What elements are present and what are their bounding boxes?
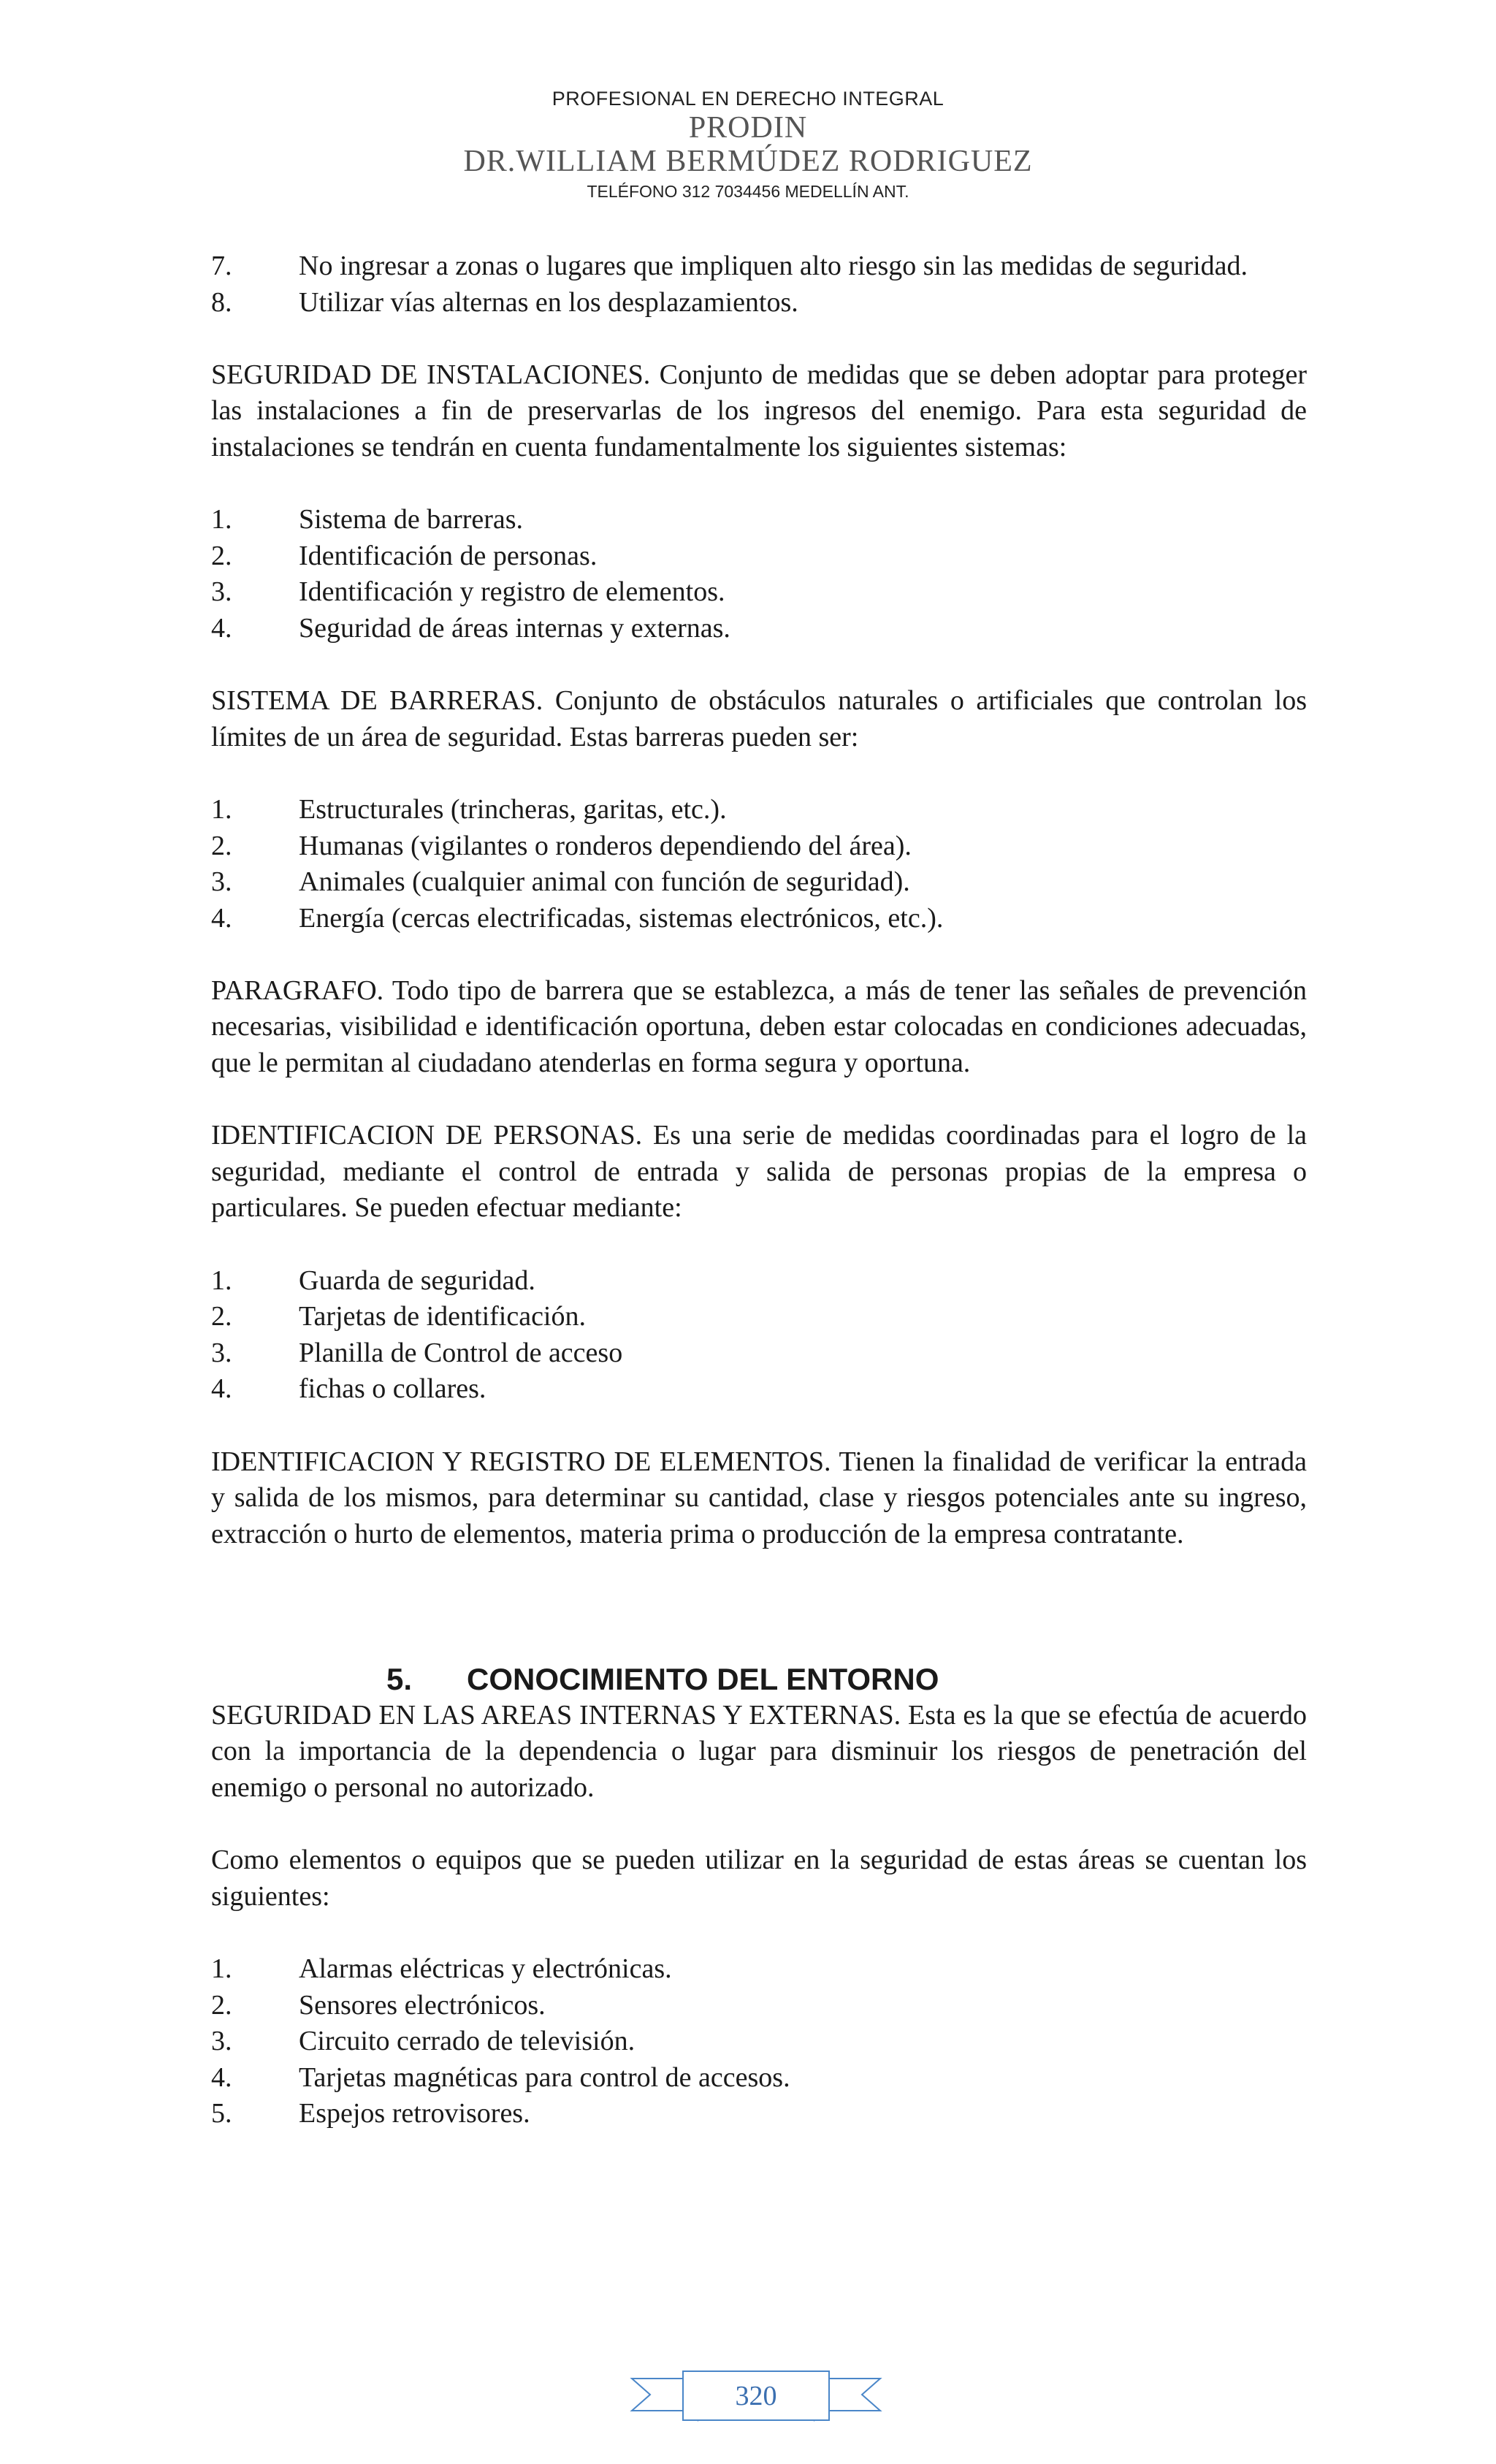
list-number: 1. [211, 793, 232, 825]
list-text: Sensores electrónicos. [299, 1989, 546, 2021]
list-item [211, 248, 1307, 285]
list-item [211, 828, 1307, 865]
list-item [211, 538, 1307, 575]
list-text: Energía (cercas electrificadas, sistemas electrónicos, etc.). [299, 902, 944, 934]
list-number: 2. [211, 830, 232, 861]
paragraph-registro-elementos: IDENTIFICACION Y REGISTRO DE ELEMENTOS. Tienen la finalidad de verificar la entrada y salida de los mismos, para determinar su cantidad, clase y riesgos potenciales ante su ingreso, extracción o hurto de elementos, materia prima o producción de la empresa contratante. [211, 1446, 1307, 1549]
list-number: 7. [211, 251, 232, 281]
list-text: Identificación y registro de elementos. [299, 576, 725, 608]
paragraph-identificacion-personas: IDENTIFICACION DE PERSONAS. Es una serie de medidas coordinadas para el logro de la seguridad, mediante el control de entrada y salida de personas propias de la empresa o particulares. Se pueden efectuar mediante: [211, 1120, 1307, 1224]
paragraph-elementos-equipos: Como elementos o equipos que se pueden utilizar en la seguridad de estas áreas se cuentan los siguientes: [211, 1845, 1307, 1912]
list-text: Circuito cerrado de televisión. [299, 2026, 636, 2057]
page-number-ribbon [628, 2365, 884, 2431]
list-text: Seguridad de áreas internas y externas. [299, 612, 730, 644]
list-item [211, 1335, 1307, 1372]
list-item [211, 2024, 1307, 2060]
list-text: No ingresar a zonas o lugares que impliquen alto riesgo sin las medidas de seguridad. [299, 251, 1248, 281]
list-item [211, 1988, 1307, 2024]
page-header [0, 86, 1496, 205]
list-number: 4. [211, 612, 232, 644]
list-text: Identificación de personas. [299, 540, 598, 571]
list-number: 2. [211, 1989, 232, 2021]
list-number: 3. [211, 866, 232, 898]
list-number: 1. [211, 1953, 232, 1984]
ribbon-icon [628, 2365, 884, 2431]
list-item [211, 1951, 1307, 1988]
list-item [211, 502, 1307, 538]
list-item [211, 864, 1307, 901]
page-number: 320 [735, 2381, 777, 2411]
paragraph-paragrafo: PARAGRAFO. Todo tipo de barrera que se establezca, a más de tener las señales de prevención necesarias, visibilidad e identificación oportuna, deben estar colocadas en condiciones adecuadas, que le permitan al ciudadano atenderlas en forma segura y oportuna. [211, 974, 1307, 1079]
list-text: Alarmas eléctricas y electrónicas. [299, 1953, 672, 1984]
list-text: Guarda de seguridad. [299, 1265, 535, 1296]
list-text: Animales (cualquier animal con función de seguridad). [299, 866, 910, 898]
list-number: 3. [211, 2026, 232, 2057]
list-number: 5. [211, 2098, 232, 2129]
list-text: Planilla de Control de acceso [299, 1337, 623, 1368]
section-heading [211, 1661, 1307, 1698]
list-item [211, 611, 1307, 647]
list-item [211, 1299, 1307, 1335]
list-number: 2. [211, 540, 232, 571]
list-text: Estructurales (trincheras, garitas, etc.). [299, 793, 727, 825]
list-number: 4. [211, 1373, 232, 1405]
list-text: Humanas (vigilantes o ronderos dependiendo del área). [299, 830, 912, 861]
list-text: Tarjetas magnéticas para control de accesos. [299, 2061, 790, 2093]
document-body [211, 248, 1307, 2132]
paragraph-sistema-barreras: SISTEMA DE BARRERAS. Conjunto de obstáculos naturales o artificiales que controlan los límites de un área de seguridad. Estas barreras pueden ser: [211, 685, 1307, 752]
list-number: 3. [211, 576, 232, 608]
list-number: 1. [211, 1265, 232, 1296]
section-title: CONOCIMIENTO DEL ENTORNO [467, 1662, 939, 1697]
list-text: Espejos retrovisores. [299, 2098, 530, 2129]
list-number: 8. [211, 286, 232, 318]
list-item [211, 901, 1307, 937]
list-item [211, 285, 1307, 321]
list-number: 4. [211, 2061, 232, 2093]
list-text: Utilizar vías alternas en los desplazamientos. [299, 286, 798, 318]
header-line-3: DR.WILLIAM BERMÚDEZ RODRIGUEZ [463, 145, 1033, 178]
list-item [211, 792, 1307, 828]
list-text: Sistema de barreras. [299, 504, 524, 535]
paragraph-seguridad-instalaciones: SEGURIDAD DE INSTALACIONES. Conjunto de medidas que se deben adoptar para proteger las instalaciones a fin de preservarlas de los ingresos del enemigo. Para esta seguridad de instalaciones se tendrán en cuenta fundamentalmente los siguientes sistemas: [211, 359, 1307, 462]
list-item [211, 2096, 1307, 2132]
list-number: 1. [211, 504, 232, 535]
list-item [211, 1263, 1307, 1300]
list-text: fichas o collares. [299, 1373, 486, 1405]
header-line-1: PROFESIONAL EN DERECHO INTEGRAL [552, 88, 944, 110]
list-number: 2. [211, 1301, 232, 1332]
header-line-4: TELÉFONO 312 7034456 MEDELLÍN ANT. [587, 182, 909, 201]
section-number: 5. [386, 1662, 413, 1697]
list-number: 4. [211, 902, 232, 934]
list-number: 3. [211, 1337, 232, 1368]
header-line-2: PRODIN [688, 111, 808, 145]
list-text: Tarjetas de identificación. [299, 1301, 586, 1332]
list-item [211, 2060, 1307, 2097]
paragraph-areas-internas-externas: SEGURIDAD EN LAS AREAS INTERNAS Y EXTERNAS. Esta es la que se efectúa de acuerdo con la importancia de la dependencia o lugar para disminuir los riesgos de penetración del enemigo o personal no autorizado. [211, 1699, 1307, 1803]
list-item [211, 1371, 1307, 1408]
list-item [211, 574, 1307, 611]
